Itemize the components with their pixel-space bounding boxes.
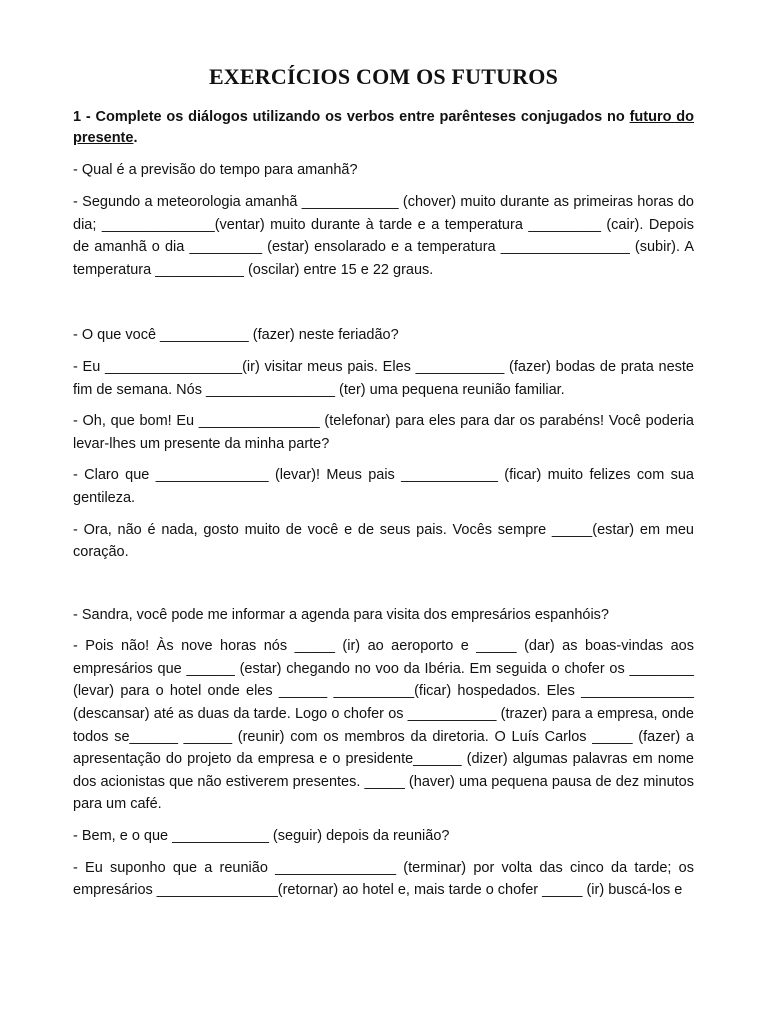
worksheet-page [73,64,694,911]
dialogue-line: - Oh, que bom! Eu _______________ (telefonar) para eles para dar os parabéns! Você poderia levar-lhes um presente da minha parte? [73,413,694,452]
instruction-underlined-term: futuro do presente [73,109,694,147]
dialogue-line: - Sandra, você pode me informar a agenda para visita dos empresários espanhóis? [73,606,609,623]
dialogue-line: - Bem, e o que ____________ (seguir) depois da reunião? [73,828,450,845]
dialogue-line: - Pois não! Às nove horas nós _____ (ir) ao aeroporto e _____ (dar) as boas-vindas aos empresários que ______ (estar) chegando no voo da Ibéria. Em seguida o chofer os ________ (levar) para o hotel onde eles ______ __________(ficar) hospedados. Eles ______________ (descansar) até as duas da tarde. Logo o chofer os ___________ (trazer) para a empresa, onde todos se______ ______ (reunir) com os membros da diretoria. O Luís Carlos _____ (fazer) a apresentação do projeto da empresa e o presidente______ (dizer) algumas palavras em nome dos acionistas que não estiverem presentes. _____ (haver) uma pequena pausa de dez minutos para um café. [73,638,694,813]
dialogue-line: - O que você ___________ (fazer) neste feriadão? [73,327,399,344]
exercise-instruction [73,107,694,149]
dialogue-line: - Segundo a meteorologia amanhã ____________ (chover) muito durante as primeiras horas do dia; ______________(ventar) muito durante à tarde e a temperatura _________ (cair). Depois de amanhã o dia _________ (estar) ensolarado e a temperatura ________________ (subir). A temperatura ___________ (oscilar) entre 15 e 22 graus. [73,193,694,278]
dialogue-line: - Eu suponho que a reunião _______________ (terminar) por volta das cinco da tarde; os empresários _______________(retornar) ao hotel e, mais tarde o chofer _____ (ir) buscá-los e [73,859,694,899]
dialogue-line: - Qual é a previsão do tempo para amanhã? [73,162,358,179]
section-spacer [73,290,694,324]
section-spacer [73,573,694,604]
instruction-text: 1 - Complete os diálogos utilizando os verbos entre parênteses conjugados no [73,109,630,126]
dialogue-line: - Eu _________________(ir) visitar meus pais. Eles ___________ (fazer) bodas de prata neste fim de semana. Nós ________________ (ter) uma pequena reunião familiar. [73,358,694,398]
page-title: EXERCÍCIOS COM OS FUTUROS [208,64,559,89]
instruction-period: . [133,130,138,147]
dialogue-line: - Ora, não é nada, gosto muito de você e de seus pais. Vocês sempre _____(estar) em meu coração. [73,521,694,561]
dialogue-line: - Claro que ______________ (levar)! Meus pais ____________ (ficar) muito felizes com sua gentileza. [73,467,694,506]
